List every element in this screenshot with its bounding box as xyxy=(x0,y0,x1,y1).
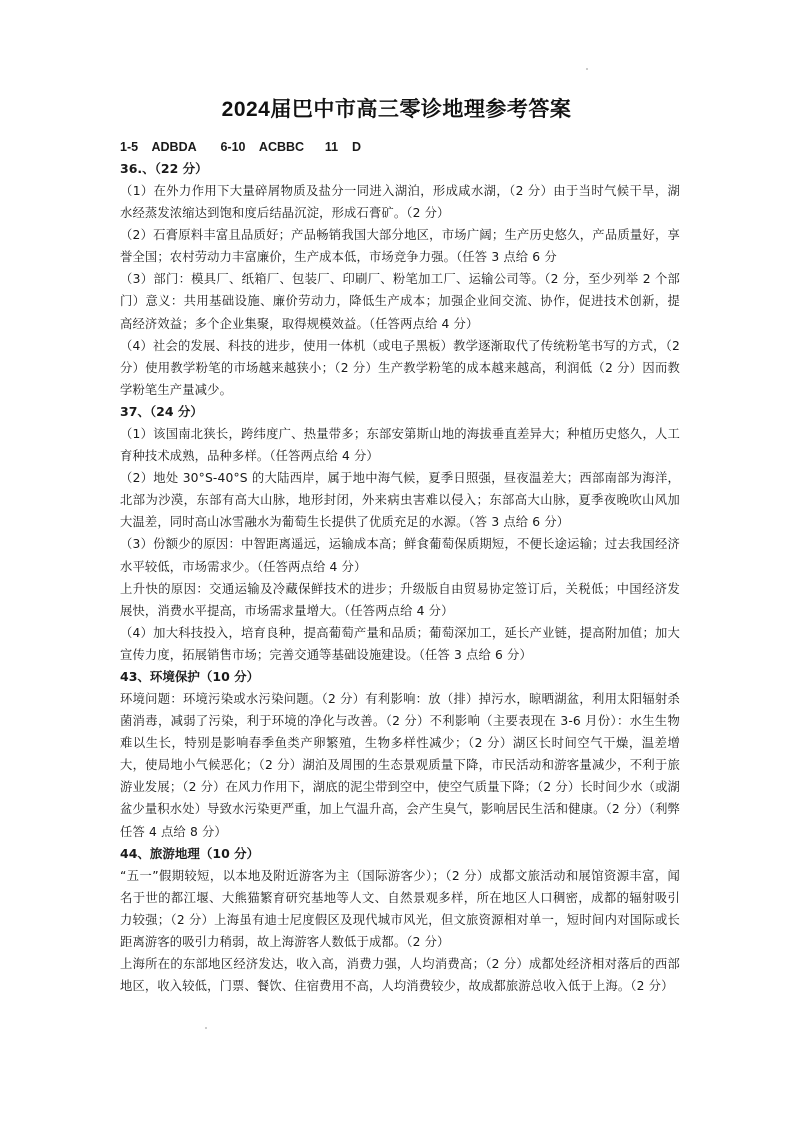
answer-36-1: （1）在外力作用下大量碎屑物质及盐分一同进入湖泊，形成咸水湖，（2 分）由于当时气候干旱，湖水经蒸发浓缩达到饱和度后结晶沉淀，形成石膏矿。（2 分） xyxy=(120,184,680,221)
page-speck xyxy=(205,1027,207,1029)
multiple-choice-answers: 1-5 ADBDA 6-10 ACBBC 11 D xyxy=(120,140,362,154)
answer-37-1: （1）该国南北狭长，跨纬度广、热量带多；东部安第斯山地的海拔垂直差异大；种植历史悠久，人工育种技术成熟，品种多样。（任答两点给 4 分） xyxy=(120,426,680,464)
answer-37-2: （2）地处 30°S-40°S 的大陆西岸，属于地中海气候，夏季日照强，昼夜温差大；西部南部为海洋，北部为沙漠，东部有高大山脉，地形封闭，外来病虫害难以侵入；东部高大山脉，夏季夜晚吹山风加大温差，同时高山冰雪融水为葡萄生长提供了优质充足的水源。（答 3 点给 6 分） xyxy=(120,471,680,530)
answer-44-1: “五一”假期较短，以本地及附近游客为主（国际游客少）；（2 分）成都文旅活动和展馆资源丰富，闻名于世的都江堰、大熊猫繁育研究基地等人文、自然景观多样，所在地区人口稠密，成都的辐射吸引力较强；（2 分）上海虽有迪士尼度假区及现代城市风光，但文旅资源相对单一，短时间内对国际或长距离游客的吸引力稍弱，故上海游客人数低于成都。（2 分） xyxy=(120,868,680,949)
answer-37-3-rise: 上升快的原因：交通运输及冷藏保鲜技术的进步；升级版自由贸易协定签订后，关税低；中国经济发展快，消费水平提高，市场需求量增大。（任答两点给 4 分） xyxy=(120,581,680,618)
section-heading-37: 37、（24 分） xyxy=(120,403,203,419)
page-speck xyxy=(586,68,588,70)
answer-36-2: （2）石膏原料丰富且品质好；产品畅销我国大部分地区，市场广阔；生产历史悠久，产品质量好，享誉全国；农村劳动力丰富廉价，生产成本低，市场竞争力强。（任答 3 点给 6 分 xyxy=(120,228,680,265)
section-heading-36: 36.、（22 分） xyxy=(120,161,208,176)
document-title: 2024届巴中市高三零诊地理参考答案 xyxy=(221,98,572,121)
section-heading-44: 44、旅游地理（10 分） xyxy=(120,845,260,861)
answer-content xyxy=(120,136,680,997)
section-heading-43: 43、环境保护（10 分） xyxy=(120,668,260,684)
answer-44-2: 上海所在的东部地区经济发达，收入高，消费力强，人均消费高；（2 分）成都处经济相对落后的西部地区，收入较低，门票、餐饮、住宿费用不高，人均消费较少，故成都旅游总收入低于上海。（2 分） xyxy=(120,957,680,994)
answer-43: 环境问题：环境污染或水污染问题。（2 分）有利影响：放（排）掉污水，晾晒湖盆，利用太阳辐射杀菌消毒，减弱了污染，利于环境的净化与改善。（2 分）不利影响（主要表现在 3-6 月份）：水生生物难以生长，特别是影响春季鱼类产卵繁殖，生物多样性减少；（2 分）湖区长时间空气干燥，温差增大，使局地小气候恶化；（2 分）湖泊及周围的生态景观质量下降，市民活动和游客量减少，不利于旅游业发展；（2 分）在风力作用下，湖底的泥尘带到空中，使空气质量下降；（2 分）长时间少水（或湖盆少量积水处）导致水污染更严重，加上气温升高，会产生臭气，影响居民生活和健康。（2 分）（利弊任答 4 点给 8 分） xyxy=(120,691,680,839)
answer-36-3: （3）部门：模具厂、纸箱厂、包装厂、印刷厂、粉笔加工厂、运输公司等。（2 分，至少列举 2 个部门）意义：共用基础设施、廉价劳动力，降低生产成本；加强企业间交流、协作，促进技术创新，提高经济效益；多个企业集聚，取得规模效益。（任答两点给 4 分） xyxy=(120,272,680,331)
answer-36-4: （4）社会的发展、科技的进步，使用一体机（或电子黑板）教学逐渐取代了传统粉笔书写的方式，（2 分）使用教学粉笔的市场越来越狭小；（2 分）生产教学粉笔的成本越来越高，利润低（2 分）因而教学粉笔生产量减少。 xyxy=(120,338,680,397)
answer-37-3: （3）份额少的原因：中智距离遥远，运输成本高；鲜食葡萄保质期短，不便长途运输；过去我国经济水平较低，市场需求少。（任答两点给 4 分） xyxy=(120,537,680,574)
answer-37-4: （4）加大科技投入，培育良种，提高葡萄产量和品质；葡萄深加工，延长产业链，提高附加值；加大宣传力度，拓展销售市场；完善交通等基础设施建设。（任答 3 点给 6 分） xyxy=(120,625,680,662)
